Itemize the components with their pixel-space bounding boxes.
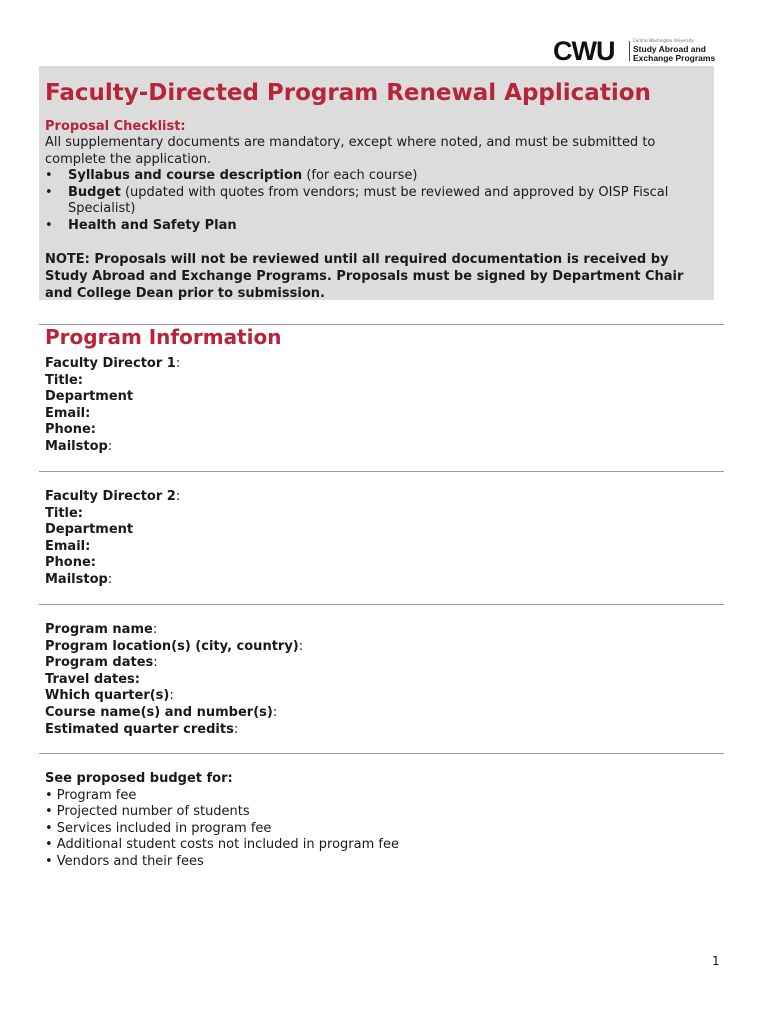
field-row: Faculty Director 1:: [45, 356, 181, 371]
field-label: Title:: [45, 505, 84, 521]
budget-title: See proposed budget for:: [45, 771, 233, 786]
field-row: [45, 506, 725, 523]
section-divider: [39, 753, 724, 754]
field-label: Faculty Director 2: [45, 489, 176, 504]
field-label: Estimated quarter credits: [45, 721, 234, 737]
field-row: [45, 555, 725, 572]
field-label: Mailstop: [45, 438, 108, 454]
requirement-name: Budget: [68, 184, 121, 200]
field-row: [45, 422, 725, 439]
field-row: Faculty Director 2:: [45, 489, 181, 504]
section-title-program-information: Program Information: [45, 325, 282, 349]
checklist-label: Proposal Checklist:: [45, 119, 186, 134]
field-label: Phone:: [45, 555, 96, 571]
logo-brand: CWU: [553, 36, 615, 66]
list-item: • Projected number of students: [45, 804, 250, 820]
faculty-director-1-fields: [45, 356, 725, 456]
requirements-list: [45, 168, 713, 234]
page-title: Faculty-Directed Program Renewal Application: [45, 80, 651, 106]
logo-line-1: Study Abroad and: [633, 44, 706, 54]
field-label: Course name(s) and number(s): [45, 704, 273, 720]
field-row: Mailstop:: [45, 571, 113, 587]
section-divider: [39, 471, 724, 472]
field-row: Program name:: [45, 622, 158, 637]
field-label: Program location(s) (city, country): [45, 638, 299, 654]
field-label: Department: [45, 522, 134, 538]
field-label: Faculty Director 1: [45, 356, 176, 371]
field-label: Phone:: [45, 422, 96, 438]
field-label: Travel dates:: [45, 671, 140, 687]
field-label: Program dates: [45, 655, 154, 671]
field-label: Which quarter(s): [45, 688, 170, 704]
logo-university-name: Central Washington University: [633, 38, 694, 43]
logo-line-2: Exchange Programs: [633, 53, 716, 63]
field-label: Email:: [45, 405, 91, 421]
field-row: [45, 539, 725, 556]
requirement-detail: (updated with quotes from vendors; must be reviewed and approved by OISP Fiscal Specialist): [68, 184, 669, 216]
requirement-item: [45, 185, 713, 218]
field-row: Course name(s) and number(s):: [45, 704, 278, 720]
requirement-item: [45, 218, 713, 235]
field-label: Mailstop: [45, 571, 108, 587]
field-label: Email:: [45, 538, 91, 554]
field-label: Title:: [45, 372, 84, 388]
cwu-logo: [551, 38, 721, 64]
field-label: Program name: [45, 622, 153, 637]
field-row: Which quarter(s):: [45, 688, 174, 704]
list-item: • Vendors and their fees: [45, 853, 204, 869]
list-item: • Additional student costs not included in program fee: [45, 837, 399, 853]
field-row: Program location(s) (city, country):: [45, 638, 304, 654]
program-details-fields: [45, 622, 725, 738]
page-number: 1: [712, 954, 720, 968]
field-row: Program dates:: [45, 655, 158, 671]
checklist-intro: All supplementary documents are mandatory, except where noted, and must be submitted to complete the application.: [45, 135, 656, 167]
requirement-detail: (for each course): [302, 168, 418, 183]
requirement-name: Health and Safety Plan: [68, 217, 237, 233]
list-item: • Program fee: [45, 787, 137, 803]
section-divider: [39, 604, 724, 605]
submission-note: NOTE: Proposals will not be reviewed until all required documentation is received by Study Abroad and Exchange Programs. Proposals must be signed by Department Chair and College Dean prior to submission.: [45, 252, 684, 301]
requirement-name: Syllabus and course description: [68, 168, 303, 183]
bullet: •: [45, 184, 53, 200]
field-row: [45, 373, 725, 390]
field-row: [45, 406, 725, 423]
field-row: [45, 672, 725, 689]
budget-list: [45, 788, 725, 871]
bullet: •: [45, 168, 53, 183]
field-label: Department: [45, 389, 134, 405]
faculty-director-2-fields: [45, 489, 725, 589]
field-row: [45, 522, 725, 539]
list-item: • Services included in program fee: [45, 820, 272, 836]
bullet: •: [45, 217, 53, 233]
field-row: Mailstop:: [45, 438, 113, 454]
budget-section: [45, 771, 725, 871]
logo-divider: [629, 41, 630, 61]
requirement-item: [45, 168, 713, 185]
field-row: [45, 389, 725, 406]
field-row: Estimated quarter credits:: [45, 721, 239, 737]
